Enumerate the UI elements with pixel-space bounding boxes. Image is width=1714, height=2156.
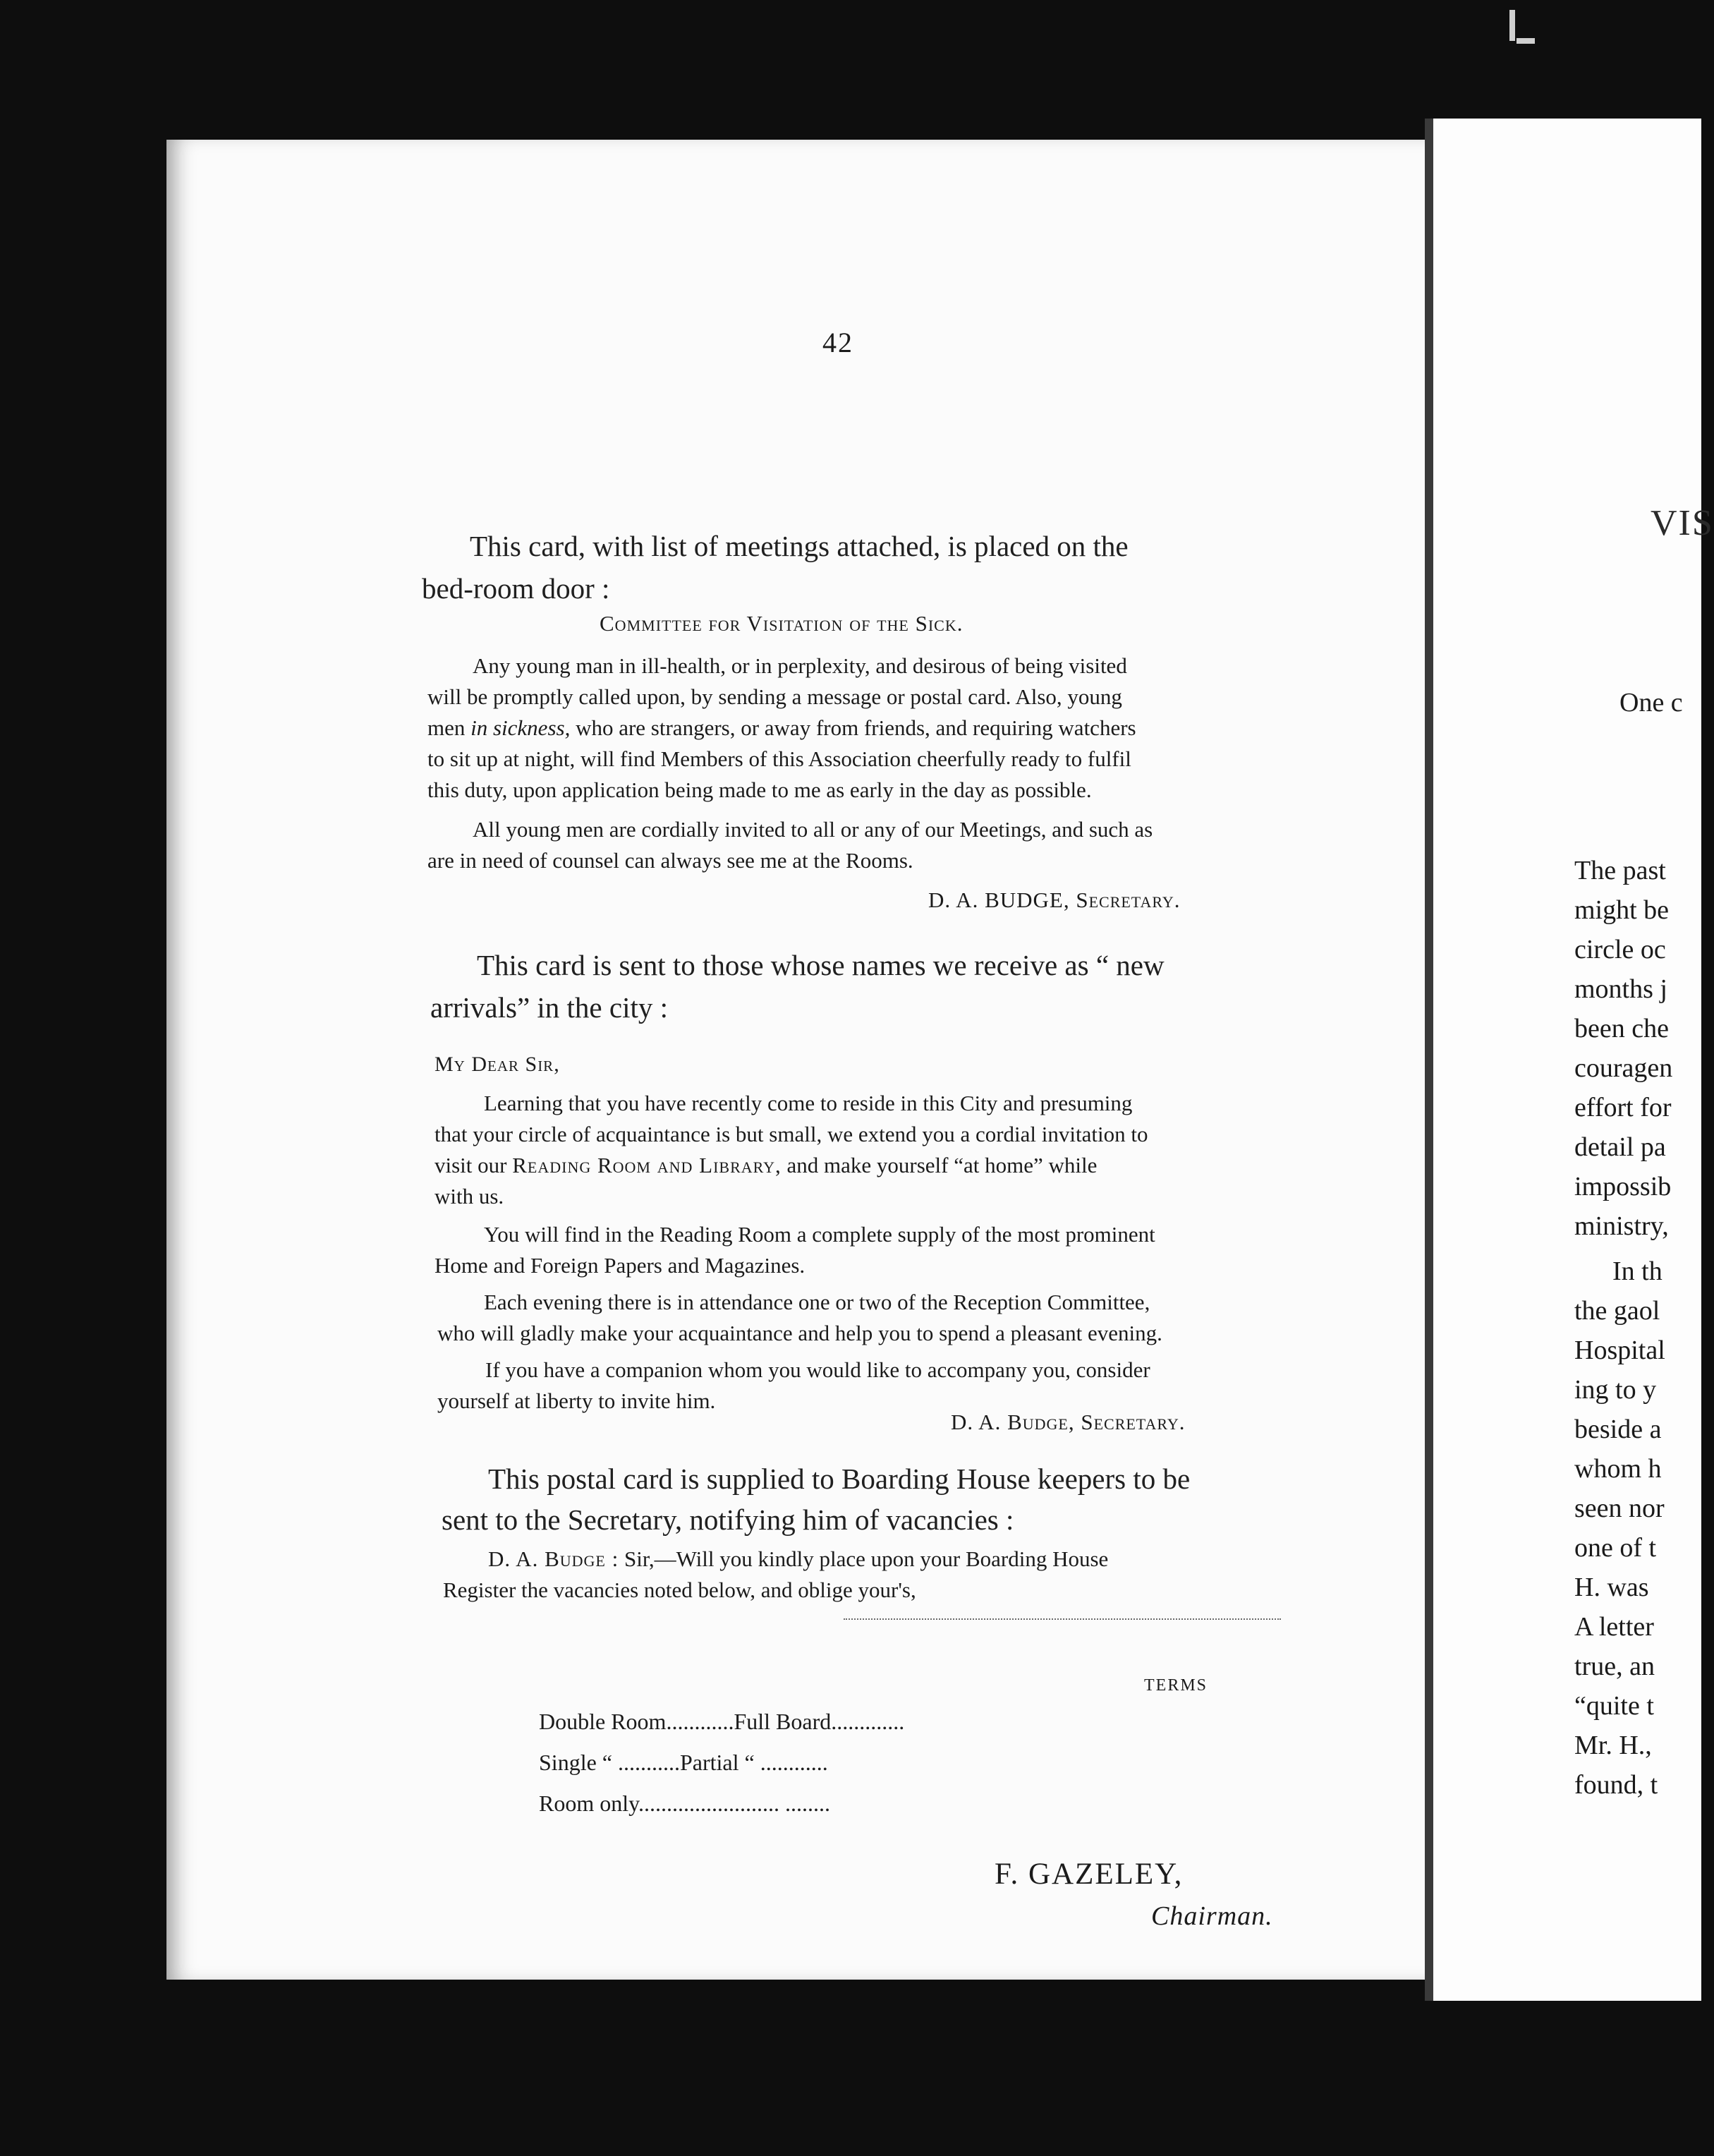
card3-intro-line2: sent to the Secretary, notifying him of vacancies : [442,1503,1014,1536]
right-line: ing to y [1574,1375,1657,1405]
scan-speck [1517,38,1535,44]
card1-intro-line2: bed-room door : [422,572,610,605]
card1-heading: Committee for Visitation of the Sick. [600,611,964,636]
right-line: circle oc [1574,935,1666,964]
right-line: whom h [1574,1454,1662,1484]
right-line: the gaol [1574,1296,1660,1326]
card2-para2-line1: You will find in the Reading Room a complete supply of the most prominent [484,1222,1155,1247]
card1-men: men [427,715,466,740]
right-line: seen nor [1574,1494,1665,1523]
right-line: H. was [1574,1573,1649,1602]
card3-para-line1 [488,1544,1108,1575]
card2-para4-line2: yourself at liberty to invite him. [437,1388,716,1413]
card1-para2-line1: All young men are cordially invited to all or any of our Meetings, and such as [473,817,1153,842]
card1-para1-line5: this duty, upon application being made to me as early in the day as possible. [427,777,1092,802]
right-line: might be [1574,895,1670,925]
right-line: been che [1574,1014,1669,1043]
right-line: detail pa [1574,1132,1666,1162]
card2-at-home: and make yourself “at home” while [786,1153,1098,1177]
right-line: A letter [1574,1612,1654,1642]
card3-addressee: D. A. Budge : [488,1546,619,1571]
row-room-only: Room only......................... ........ [539,1791,831,1816]
card2-para1-line3 [434,1150,1097,1181]
right-line: “quite t [1574,1691,1654,1721]
card2-para2-line2: Home and Foreign Papers and Magazines. [434,1253,806,1278]
card2-para1-line1: Learning that you have recently come to reside in this City and presuming [484,1091,1133,1115]
signature-line [844,1617,1281,1620]
card2-reading-room: Reading Room and Library, [512,1153,782,1177]
scan-speck [1509,10,1515,41]
card2-para3-line2: who will gladly make your acquaintance and help you to spend a pleasant evening. [437,1321,1162,1345]
card1-para1-line4: to sit up at night, will find Members of this Association cheerfully ready to fulfil [427,746,1131,771]
card2-para1-line2: that your circle of acquaintance is but small, we extend you a cordial invitation to [434,1122,1148,1146]
right-page [1425,119,1714,2001]
right-line: one of t [1574,1533,1657,1563]
row-single: Single “ ...........Partial “ ............ [539,1750,828,1775]
card1-para1-line2: will be promptly called upon, by sending a message or postal card. Also, young [427,684,1122,709]
terms-label: TERMS [1144,1676,1208,1695]
right-line: The past [1574,856,1666,885]
card3-intro-line1: This postal card is supplied to Boarding House keepers to be [488,1462,1191,1495]
card1-in-sickness: in sickness, [470,715,571,740]
card2-salutation: My Dear Sir, [434,1053,560,1076]
card2-para1-line4: with us. [434,1184,504,1209]
right-line: In th [1612,1256,1663,1286]
left-page [166,140,1429,1980]
card1-signature: D. A. BUDGE, Secretary. [928,888,1181,912]
right-line: Mr. H., [1574,1731,1652,1760]
card2-para3-line1: Each evening there is in attendance one or two of the Reception Committee, [484,1290,1150,1314]
page-number: 42 [822,327,853,358]
chairman-name: F. GAZELEY, [995,1858,1184,1891]
right-line: months j [1574,974,1667,1004]
card3-request: Sir,—Will you kindly place upon your Boarding House [624,1546,1109,1571]
card2-signature: D. A. Budge, Secretary. [951,1410,1186,1434]
right-line: ministry, [1574,1211,1669,1241]
right-heading-fragment: VIS [1651,503,1714,543]
card3-para-line2: Register the vacancies noted below, and oblige your's, [443,1577,916,1602]
right-sub-fragment: One c [1619,688,1683,717]
right-line: impossib [1574,1172,1672,1201]
right-line: effort for [1574,1093,1672,1122]
card2-visit: visit our [434,1153,507,1177]
card2-intro-line2: arrivals” in the city : [430,991,668,1024]
right-line: couragen [1574,1053,1673,1083]
right-line: found, t [1574,1770,1658,1800]
card1-para1-line3 [427,713,1136,744]
card2-intro-line1: This card is sent to those whose names we receive as “ new [477,949,1165,981]
row-double-room: Double Room............Full Board............. [539,1709,905,1734]
card1-para1-line1: Any young man in ill-health, or in perplexity, and desirous of being visited [473,653,1127,678]
right-line: true, an [1574,1652,1655,1681]
right-line: Hospital [1574,1336,1665,1365]
card1-intro-line1: This card, with list of meetings attached, is placed on the [470,530,1129,562]
card2-para4-line1: If you have a companion whom you would like to accompany you, consider [485,1357,1150,1382]
card1-para2-line2: are in need of counsel can always see me at the Rooms. [427,848,913,873]
card1-strangers: who are strangers, or away from friends, and requiring watchers [576,715,1136,740]
right-line: beside a [1574,1415,1662,1444]
chairman-title: Chairman. [1151,1901,1273,1931]
